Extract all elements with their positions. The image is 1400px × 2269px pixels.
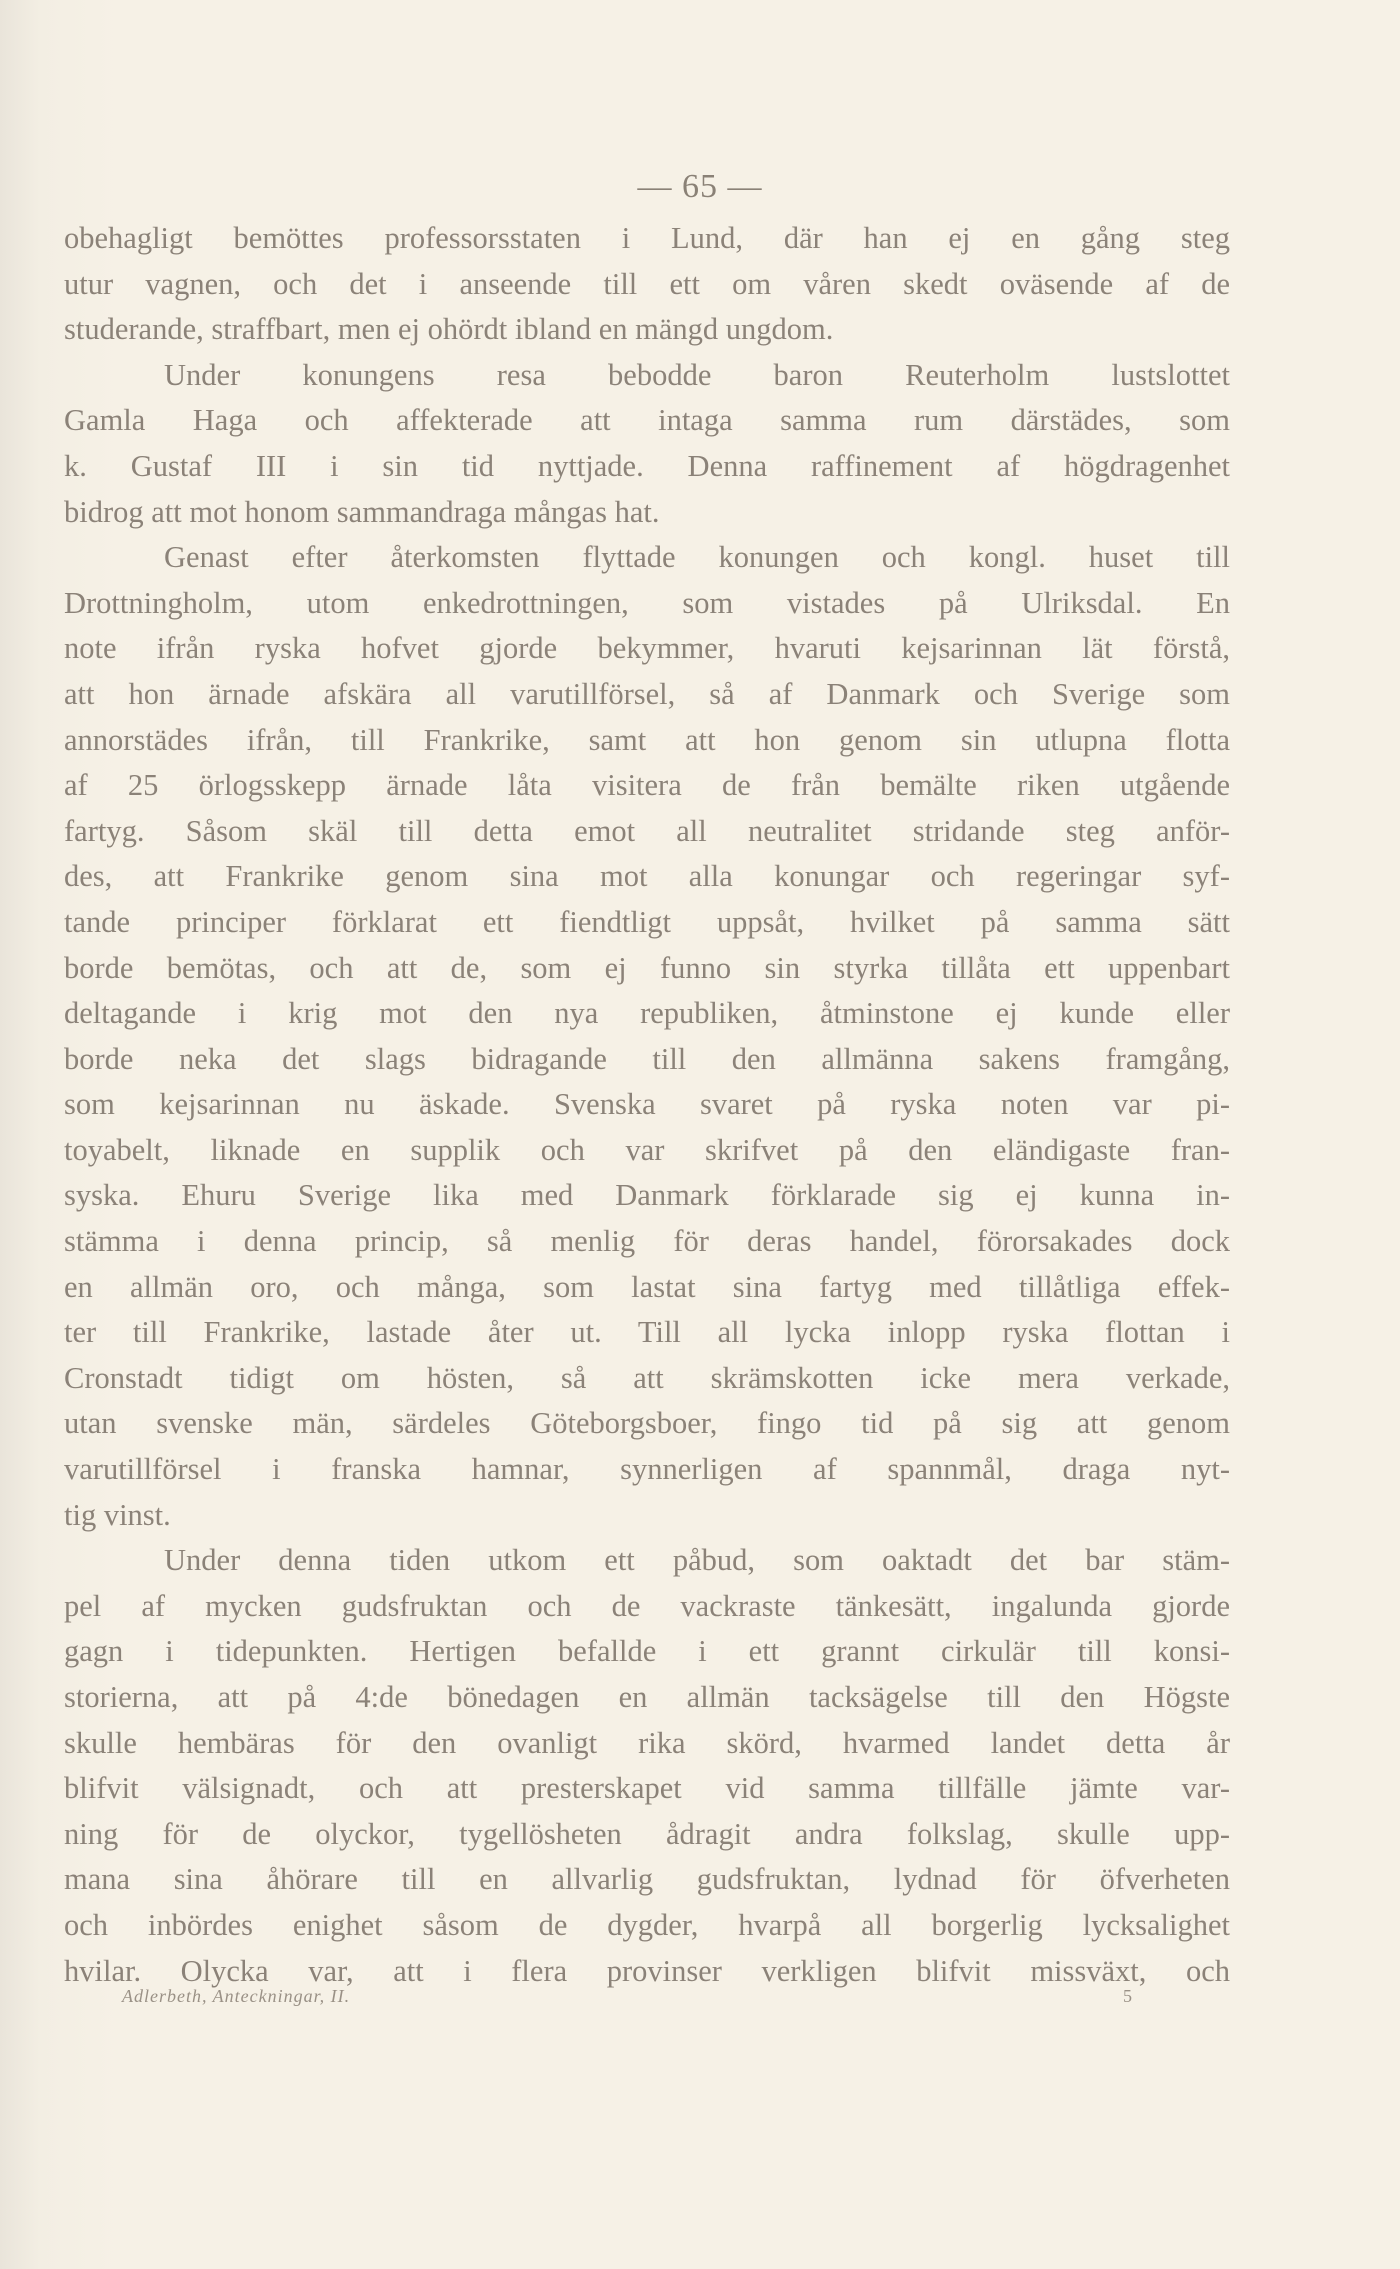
text-line: blifvit välsignadt, och att presterskapet vid samma tillfälle jämte var- bbox=[64, 1771, 1230, 1806]
text-line: ning för de olyckor, tygellösheten ådragit andra folkslag, skulle upp- bbox=[64, 1816, 1230, 1851]
text-line: att hon ärnade afskära all varutillförsel, så af Danmark och Sverige som bbox=[64, 676, 1230, 711]
text-line: Genast efter återkomsten flyttade konungen och kongl. huset till bbox=[164, 540, 1230, 575]
footer-sheet-mark: 5 bbox=[1123, 1986, 1132, 2006]
text-line: utur vagnen, och det i anseende till ett om våren skedt oväsende af de bbox=[64, 266, 1230, 301]
text-line: syska. Ehuru Sverige lika med Danmark förklarade sig ej kunna in- bbox=[64, 1178, 1230, 1213]
text-line: borde bemötas, och att de, som ej funno sin styrka tillåta ett uppenbart bbox=[64, 950, 1230, 985]
text-line: storierna, att på 4:de bönedagen en allmän tacksägelse till den Högste bbox=[64, 1680, 1230, 1714]
text-line: som kejsarinnan nu äskade. Svenska svaret på ryska noten var pi- bbox=[64, 1087, 1230, 1122]
text-line: toyabelt, liknade en supplik och var skrifvet på den eländigaste fran- bbox=[64, 1132, 1230, 1167]
text-line: k. Gustaf III i sin tid nyttjade. Denna raffinement af högdragenhet bbox=[64, 448, 1230, 483]
text-line: Gamla Haga och affekterade att intaga samma rum därstädes, som bbox=[64, 403, 1230, 438]
text-line: obehagligt bemöttes professorsstaten i Lund, där han ej en gång steg bbox=[64, 221, 1230, 255]
text-line: tande principer förklarat ett fiendtligt uppsåt, hvilket på samma sätt bbox=[64, 904, 1230, 939]
text-line: deltagande i krig mot den nya republiken, åtminstone ej kunde eller bbox=[64, 996, 1230, 1031]
text-line: studerande, straffbart, men ej ohördt ibland en mängd ungdom. bbox=[64, 312, 834, 347]
footer-signature: Adlerbeth, Anteckningar, II. bbox=[122, 1986, 351, 2006]
text-line: stämma i denna princip, så menlig för deras handel, förorsakades dock bbox=[64, 1224, 1230, 1259]
text-line: och inbördes enighet såsom de dygder, hvarpå all borgerlig lycksalighet bbox=[64, 1907, 1230, 1942]
text-line: Under konungens resa bebodde baron Reuterholm lustslottet bbox=[164, 357, 1230, 392]
text-line: pel af mycken gudsfruktan och de vackraste tänkesätt, ingalunda gjorde bbox=[64, 1588, 1230, 1623]
text-line: note ifrån ryska hofvet gjorde bekymmer, hvaruti kejsarinnan lät förstå, bbox=[64, 631, 1230, 666]
text-line: utan svenske män, särdeles Göteborgsboer, fingo tid på sig att genom bbox=[64, 1406, 1230, 1441]
text-line: borde neka det slags bidragande till den allmänna sakens framgång, bbox=[64, 1041, 1230, 1076]
page-number: — 65 — bbox=[637, 168, 763, 205]
text-line: af 25 örlogsskepp ärnade låta visitera de från bemälte riken utgående bbox=[64, 768, 1230, 803]
text-line: skulle hembäras för den ovanligt rika skörd, hvarmed landet detta år bbox=[64, 1725, 1230, 1760]
text-line: hvilar. Olycka var, att i flera provinser verkligen blifvit missväxt, och bbox=[64, 1953, 1230, 1988]
text-line: mana sina åhörare till en allvarlig gudsfruktan, lydnad för öfverheten bbox=[64, 1862, 1230, 1897]
page-footer bbox=[122, 1986, 1132, 2016]
text-line: des, att Frankrike genom sina mot alla konungar och regeringar syf- bbox=[64, 859, 1230, 894]
text-line: ter till Frankrike, lastade åter ut. Till all lycka inlopp ryska flottan i bbox=[64, 1315, 1230, 1350]
text-line: annorstädes ifrån, till Frankrike, samt att hon genom sin utlupna flotta bbox=[64, 722, 1230, 757]
text-line: varutillförsel i franska hamnar, synnerligen af spannmål, draga nyt- bbox=[64, 1452, 1230, 1487]
text-line: en allmän oro, och många, som lastat sina fartyg med tillåtliga effek- bbox=[64, 1269, 1230, 1304]
text-line: Under denna tiden utkom ett påbud, som oaktadt det bar stäm- bbox=[164, 1543, 1230, 1578]
text-line: Drottningholm, utom enkedrottningen, som vistades på Ulriksdal. En bbox=[64, 585, 1230, 620]
text-line: Cronstadt tidigt om hösten, så att skrämskotten icke mera verkade, bbox=[64, 1360, 1230, 1395]
body-text bbox=[64, 216, 1230, 1994]
text-line: gagn i tidepunkten. Hertigen befallde i ett grannt cirkulär till konsi- bbox=[64, 1634, 1230, 1669]
text-line: fartyg. Såsom skäl till detta emot all neutralitet stridande steg anför- bbox=[64, 813, 1230, 848]
text-line: bidrog att mot honom sammandraga mångas hat. bbox=[64, 494, 660, 529]
text-line: tig vinst. bbox=[64, 1497, 171, 1532]
